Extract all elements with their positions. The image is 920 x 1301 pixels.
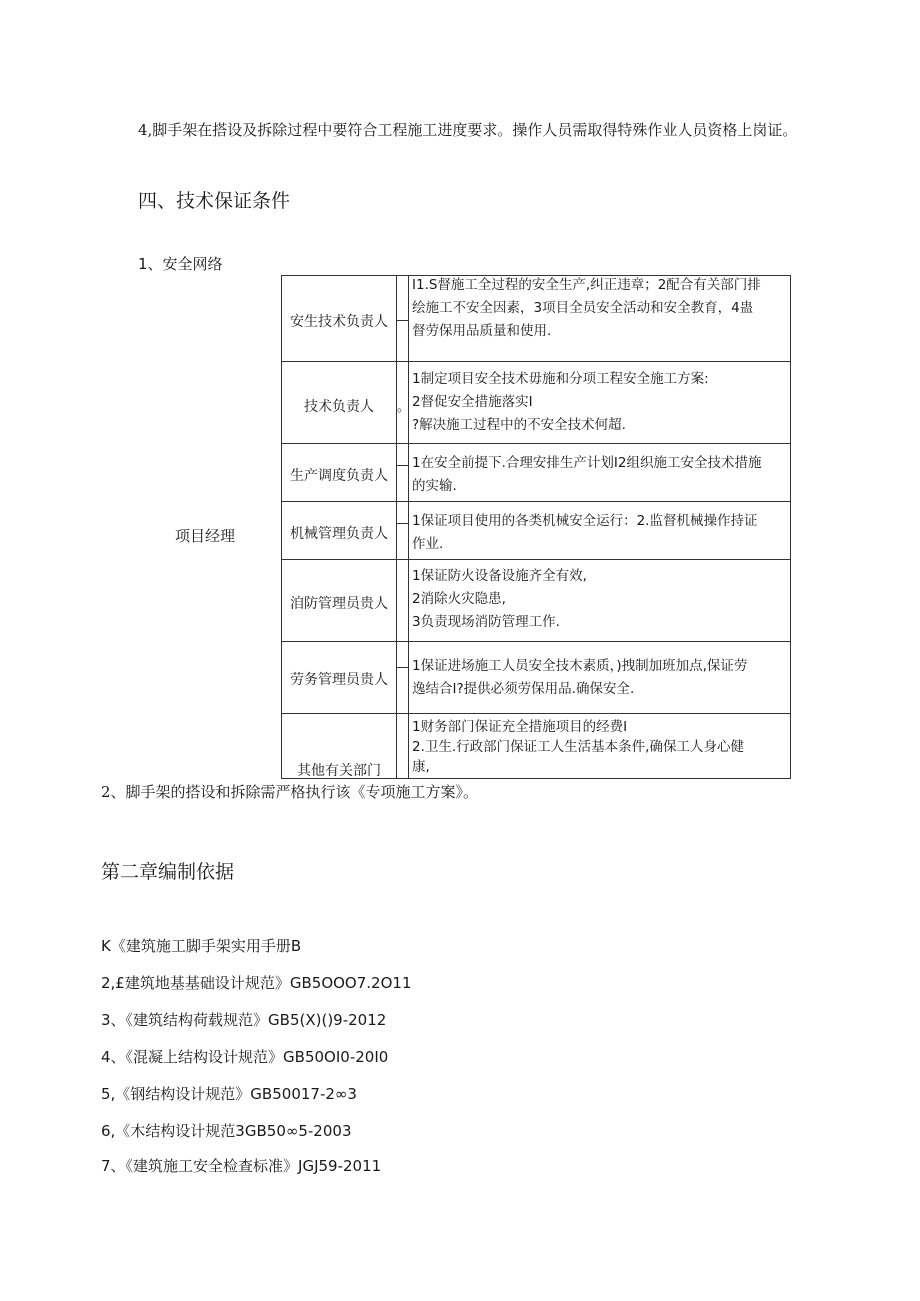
list-item: 3、《建筑结构荷载规范》GB5(X)()9-2012: [101, 1011, 387, 1029]
role-duties: 1保证项目使用的各类机械安全运行：2.监督机械操作持证 作业.: [412, 513, 758, 552]
chapter-title: 第二章编制依据: [101, 861, 235, 883]
role-duties: I1.S督施工全过程的安全生产,纠正违章；2配合有关部门排 绘施工不安全因素，3项目全员安全活动和安全教育，4蛊 督劳保用品质量和使用.: [412, 277, 761, 339]
list-item: 4、《混凝上结构设计规范》GB50OI0-20I0: [101, 1048, 389, 1066]
safety-network-label: 1、安全网络: [138, 255, 223, 273]
role-name: 其他有关部门: [297, 763, 381, 779]
role-duties: 1财务部门保证充全措施项目的经费I 2.卫生.行政部门保证工人生活基本条件,确保工人身心健 康,: [412, 719, 744, 775]
connector-dash: [397, 465, 408, 466]
list-item: 6,《木结构设计规范3GB50∞5-2003: [101, 1122, 352, 1140]
section-title: 四、技术保证条件: [138, 190, 291, 212]
project-manager-label: 项目经理: [175, 527, 236, 545]
connector-dash: [397, 320, 408, 321]
role-name: 洎防管理员贵人: [290, 596, 388, 612]
list-item: 2,£建筑地基基础设计规范》GB5OOO7.2O11: [101, 974, 412, 992]
list-item: K《建筑施工脚手架实用手册B: [101, 937, 302, 955]
row-marker: 。: [397, 400, 411, 415]
role-name: 生产调度负责人: [290, 468, 388, 484]
list-item: 7、《建筑施工安全检查标准》JGJ59-2011: [101, 1157, 382, 1175]
connector-dash: [397, 523, 408, 524]
connector-dash: [397, 667, 408, 668]
role-duties: 1保证防火设备设施齐全有效, 2消除火灾隐患, 3负责现场消防管理工作.: [412, 568, 587, 630]
role-name: 安生技术负责人: [290, 314, 388, 330]
role-name: 劳务管理员贵人: [290, 672, 388, 688]
intro-item-4: 4,脚手架在搭设及拆除过程中要符合工程施工进度要求。操作人员需取得特殊作业人员资格上岗证。: [138, 121, 798, 139]
list-item: 5,《钢结构设计规范》GB50017-2∞3: [101, 1085, 357, 1103]
item-2: 2、脚手架的搭设和拆除需严格执行该《专项施工方案》。: [101, 783, 479, 801]
role-name: 机械管理负责人: [290, 526, 388, 542]
role-duties: 1保证进场施工人员安全技木素质，)拽制加班加点,保证劳 逸结合I?提供必须劳保用品.确保安全.: [412, 658, 748, 697]
role-duties: 1制定项目安全技术毋施和分项工程安全施工方案: 2督促安全措施落实I ?解决施工过程中的不安全技术何超.: [412, 371, 709, 433]
role-name: 技术负责人: [304, 399, 374, 415]
role-duties: 1在安全前提下.合理安排生产计划I2组织施工安全技术措施 的实输.: [412, 455, 762, 494]
